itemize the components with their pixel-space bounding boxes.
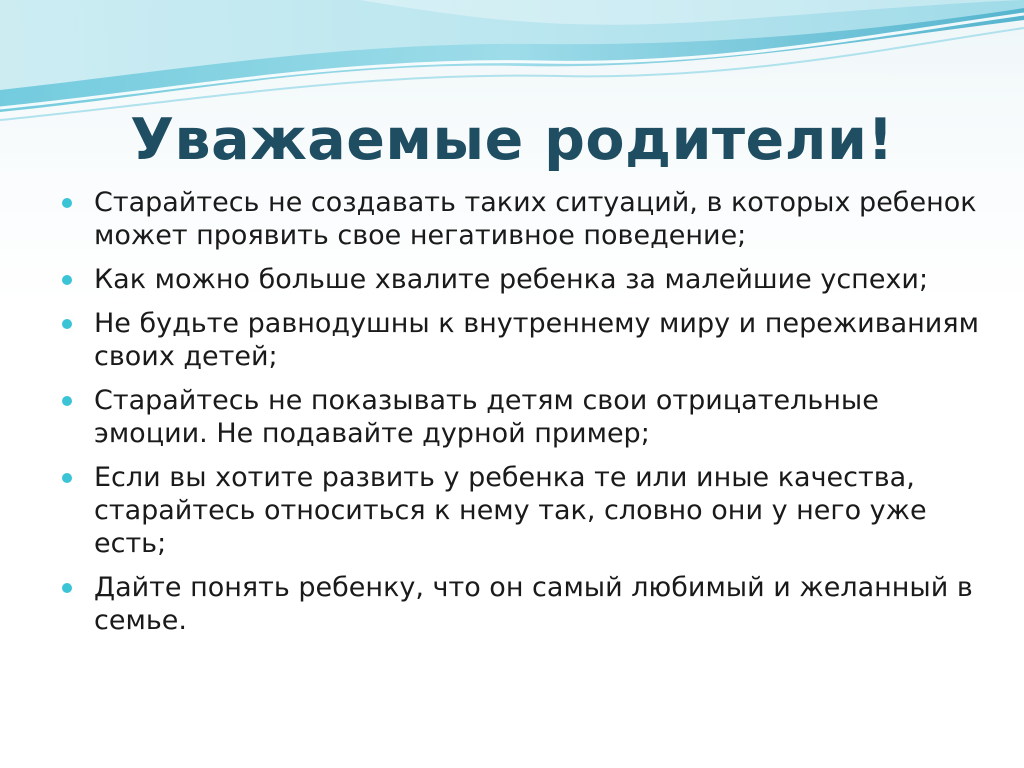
bullet-text: Старайтесь не создавать таких ситуаций, в которых ребенок может проявить свое негативное поведение; bbox=[94, 187, 977, 251]
list-item bbox=[60, 461, 980, 560]
bullet-dot-icon bbox=[62, 473, 72, 483]
bullet-text: Если вы хотите развить у ребенка те или иные качества, старайтесь относиться к нему так, словно они у него уже есть; bbox=[94, 462, 927, 559]
bullet-dot-icon bbox=[62, 583, 72, 593]
bullet-list bbox=[60, 186, 980, 648]
list-item bbox=[60, 384, 980, 450]
bullet-dot-icon bbox=[62, 319, 72, 329]
bullet-text: Дайте понять ребенку, что он самый любимый и желанный в семье. bbox=[94, 572, 973, 636]
bullet-text: Как можно больше хвалите ребенка за малейшие успехи; bbox=[94, 264, 929, 295]
bullet-dot-icon bbox=[62, 198, 72, 208]
bullet-dot-icon bbox=[62, 275, 72, 285]
bullet-text: Не будьте равнодушны к внутреннему миру и переживаниям своих детей; bbox=[94, 308, 979, 372]
bullet-dot-icon bbox=[62, 396, 72, 406]
list-item bbox=[60, 307, 980, 373]
list-item bbox=[60, 571, 980, 637]
slide-title: Уважаемые родители! bbox=[130, 107, 894, 173]
bullet-text: Старайтесь не показывать детям свои отрицательные эмоции. Не подавайте дурной пример; bbox=[94, 385, 879, 449]
list-item bbox=[60, 263, 980, 296]
list-item bbox=[60, 186, 980, 252]
